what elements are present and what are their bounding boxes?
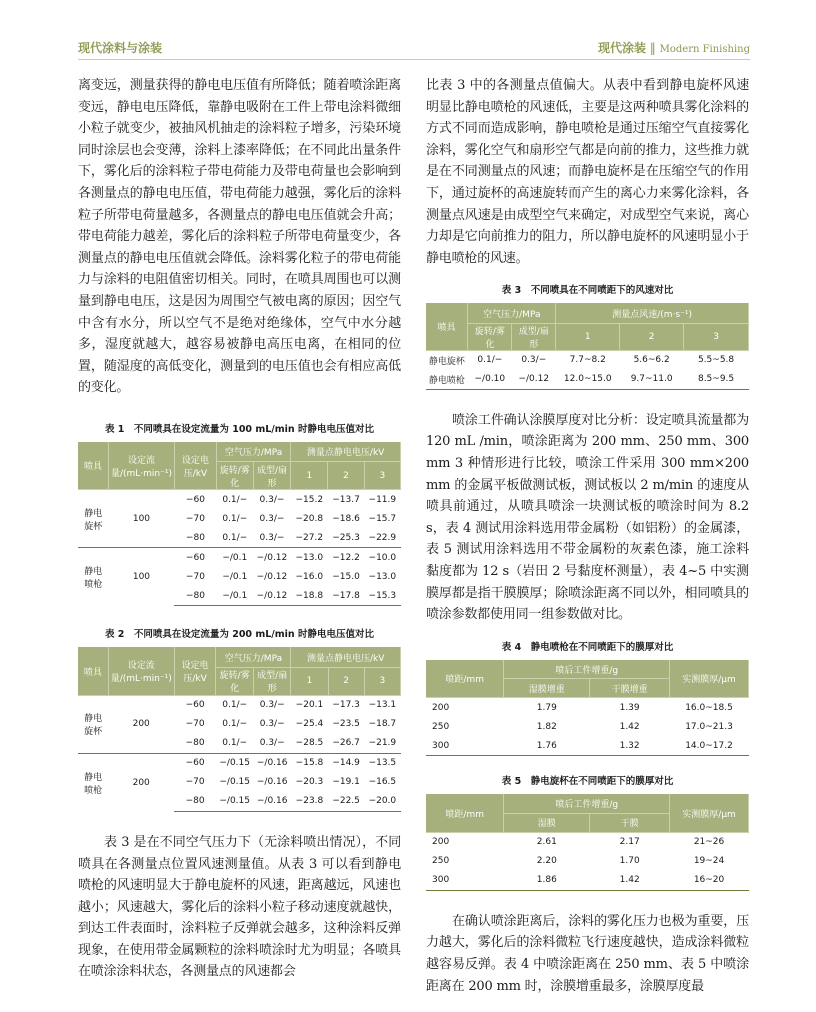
table-cell: 1.42: [619, 721, 640, 732]
table-row: [78, 753, 401, 773]
table-cell: 1.42: [590, 871, 670, 891]
table-cell: −70: [185, 719, 205, 730]
table-cell: 2.20: [536, 856, 557, 867]
th-p3: 3: [364, 667, 400, 695]
table-cell: −21.9: [368, 738, 397, 749]
table-row: [426, 871, 749, 891]
table-cell: −17.3: [328, 695, 364, 715]
th-gain: 喷后工件增重/g: [504, 794, 670, 813]
table-cell: 16.0~18.5: [670, 698, 749, 718]
table3: [426, 303, 749, 390]
th-rot: 旋转/雾化: [216, 462, 253, 490]
table-cell: 1.82: [536, 721, 557, 732]
th-wet: 湿膜: [504, 813, 590, 832]
table-cell: 1.76: [504, 736, 590, 756]
table-cell: 19~24: [693, 856, 725, 867]
table-cell: 1.86: [504, 871, 590, 891]
table-cell: 0.1/−: [468, 350, 512, 370]
th-tool: 喷具: [78, 442, 108, 490]
th-gain: 喷后工件增重/g: [504, 660, 670, 679]
group-label: 静电喷枪: [78, 753, 108, 811]
table-cell: −20.8: [295, 513, 324, 524]
table-cell: 0.1/−: [216, 490, 253, 510]
table-cell: −80: [174, 792, 216, 812]
table-cell: 5.5~5.8: [684, 350, 749, 370]
th-speed: 测量点风速/(m·s⁻¹): [556, 303, 749, 323]
table-cell: −/0.16: [256, 777, 288, 788]
table-cell: −/0.1: [222, 571, 248, 582]
table-cell: −17.8: [328, 586, 364, 606]
table-cell: −11.9: [364, 490, 400, 510]
table2-caption: 表 2 不同喷具在设定流量为 200 mL/min 时静电电压值对比: [104, 629, 374, 641]
th-p1: 1: [556, 323, 620, 350]
group-label: 静电旋杯: [78, 490, 108, 548]
table-cell: −70: [185, 777, 205, 788]
th-p1: 1: [291, 667, 328, 695]
journal-title-right: [598, 39, 750, 56]
th-p3: 3: [364, 462, 400, 490]
table-row: [78, 548, 401, 568]
table-cell: −80: [185, 738, 205, 749]
table-cell: −25.4: [295, 719, 324, 730]
th-flow: 设定流量/(mL·min⁻¹): [108, 647, 174, 695]
table-cell: −/0.15: [216, 753, 254, 773]
table-cell: 2.61: [504, 832, 590, 852]
table-cell: 200: [426, 832, 504, 852]
running-header: [78, 39, 750, 59]
table-cell: 静电喷枪: [426, 370, 468, 390]
group-label: 静电旋杯: [78, 695, 108, 753]
th-thickness: 实测膜厚/μm: [670, 794, 749, 832]
table-cell: −10.0: [364, 548, 400, 568]
th-meas: 测量点静电电压/kV: [291, 647, 401, 667]
th-p2: 2: [328, 462, 364, 490]
table-cell: −/0.12: [512, 370, 556, 390]
table-cell: −15.0: [332, 571, 360, 582]
table-cell: 5.6~6.2: [620, 350, 684, 370]
table-cell: 0.3/−: [259, 738, 285, 749]
th-tool: 喷具: [78, 647, 108, 695]
table-cell: 300: [426, 871, 504, 891]
body-paragraph: 喷涂工件确认涂膜厚度对比分析：设定喷具流量都为 120 mL /min，喷涂距离为 200 mm、250 mm、300 mm 3 种情形进行比较，喷涂工件采用 300 mm×200 mm 的金属平板做测试板，测试板以 2 m/min 的速度从喷具前通过，从喷具喷涂一块测试板的喷涂时间为 8.2 s，表 4 测试用涂料选用带金属粉（如铝粉）的金属漆，表 5 测试用涂料选用不带金属粉的灰素色漆，施工涂料黏度都为 12 s（岩田 2 号黏度杯测量），表 4~5 中实测膜厚都是指干膜膜厚；除喷涂距离不同以外，相同喷具的喷涂参数都使用同一组参数做对比。: [426, 412, 749, 623]
table-cell: −60: [174, 490, 216, 510]
table-cell: 1.79: [504, 698, 590, 718]
table-cell: −18.8: [291, 586, 328, 606]
table-cell: −13.7: [328, 490, 364, 510]
th-air: 空气压力/MPa: [216, 442, 290, 462]
table-cell: 1.32: [590, 736, 670, 756]
th-wet: 湿膜增重: [504, 679, 590, 698]
th-tool: 喷具: [426, 303, 468, 350]
table3-caption: 表 3 不同喷具在不同喷距下的风速对比: [501, 285, 674, 297]
th-air: 空气压力/MPa: [468, 303, 556, 323]
table-cell: −60: [174, 753, 216, 773]
table4-caption: 表 4 静电喷枪在不同喷距下的膜厚对比: [501, 641, 674, 653]
header-separator: ‖: [649, 41, 656, 55]
table-cell: 7.7~8.2: [556, 350, 620, 370]
table-cell: −27.2: [295, 532, 324, 543]
table-cell: −/0.15: [216, 792, 254, 812]
table-cell: −/0.15: [219, 777, 250, 788]
right-column: [426, 75, 749, 997]
table-cell: −12.2: [328, 548, 364, 568]
table4: [426, 660, 749, 757]
group-flow: 200: [108, 695, 174, 753]
table-cell: −23.8: [291, 792, 328, 812]
table-cell: −/0.1: [216, 586, 253, 606]
th-distance: 喷距/mm: [426, 660, 504, 698]
table-cell: −20.3: [295, 777, 324, 788]
table-cell: 0.3/−: [253, 695, 291, 715]
table-row: [426, 736, 749, 756]
th-meas: 测量点静电电压/kV: [291, 442, 401, 462]
body-paragraph: 在确认喷涂距离后，涂料的雾化压力也极为重要，压力越大，雾化后的涂料微粒飞行速度越快，造成涂料微粒越容易反弹。表 4 中喷涂距离在 250 mm、表 5 中喷涂距离在 200 mm 时，涂膜增重最多，涂膜厚度最: [426, 913, 749, 994]
table-cell: −26.7: [332, 738, 360, 749]
th-dry: 干膜: [590, 813, 670, 832]
table-row: [426, 832, 749, 852]
table-cell: −20.0: [364, 792, 400, 812]
table-row: [426, 717, 749, 736]
table-cell: −19.1: [332, 777, 360, 788]
table-cell: −/0.16: [253, 792, 291, 812]
th-rot: 旋转/雾化: [216, 667, 254, 695]
table-cell: −80: [174, 586, 216, 606]
table-row: [426, 852, 749, 871]
table-cell: 14.0~17.2: [670, 736, 749, 756]
table-cell: 9.7~11.0: [620, 370, 684, 390]
group-flow: 100: [108, 490, 174, 548]
table-cell: −15.2: [291, 490, 328, 510]
table-row: [426, 350, 749, 370]
table-cell: 0.3/−: [259, 719, 285, 730]
table-cell: −15.7: [368, 513, 397, 524]
table-cell: −13.1: [364, 695, 400, 715]
table-cell: 200: [426, 698, 504, 718]
table-cell: 0.3/−: [259, 532, 285, 543]
table-cell: −13.0: [291, 548, 328, 568]
table-cell: −13.5: [364, 753, 400, 773]
table-cell: 0.1/−: [222, 532, 248, 543]
table-cell: −60: [174, 695, 216, 715]
th-voltage: 设定电压/kV: [174, 442, 216, 490]
th-air: 空气压力/MPa: [216, 647, 291, 667]
table-cell: 0.1/−: [222, 513, 248, 524]
table-cell: 1.70: [619, 856, 640, 867]
th-rot: 旋转/雾化: [468, 323, 512, 350]
table-cell: 17.0~21.3: [685, 721, 733, 732]
table-cell: −/0.16: [253, 753, 291, 773]
table-cell: −15.3: [364, 586, 400, 606]
table-cell: −15.8: [291, 753, 328, 773]
th-p2: 2: [328, 667, 364, 695]
table-row: [426, 698, 749, 718]
table-cell: −/0.1: [216, 548, 253, 568]
table-cell: −16.5: [368, 777, 397, 788]
group-flow: 200: [108, 753, 174, 811]
th-fan: 成型/扇形: [253, 667, 291, 695]
group-label: 静电喷枪: [78, 548, 108, 606]
table-cell: −16.0: [295, 571, 324, 582]
table-cell: 0.3/−: [259, 513, 285, 524]
th-p2: 2: [620, 323, 684, 350]
left-column: [78, 75, 401, 983]
table-cell: 0.3/−: [253, 490, 291, 510]
header-rule: [78, 59, 750, 60]
journal-title: 现代涂料与涂装: [78, 41, 163, 55]
table-cell: 12.0~15.0: [556, 370, 620, 390]
body-paragraph: 比表 3 中的各测量点值偏大。从表中看到静电旋杯风速明显比静电喷枪的风速低，主要是这两种喷具雾化涂料的方式不同而造成影响，静电喷枪是通过压缩空气直接雾化涂料，雾化空气和扇形空气都是向前的推力，这些推力就是在不同测量点的风速；而静电旋杯是在压缩空气的作用下，通过旋杯的高速旋转而产生的离心力来雾化涂料，各测量点风速是由成型空气来确定，对成型空气来说，离心力却是它向前推力的阻力，所以静电旋杯的风速明显小于静电喷枪的风速。: [426, 78, 749, 266]
table-cell: −22.9: [368, 532, 397, 543]
body-paragraph: 表 3 是在不同空气压力下（无涂料喷出情况），不同喷具在各测量点位置风速测量值。从表 3 可以看到静电喷枪的风速明显大于静电旋杯的风速，距离越远，风速也越小；风速越大，雾化后的涂料小粒子移动速度就越快，到达工件表面时，涂料粒子反弹就会越多，这种涂料反弹现象，在使用带金属颗粒的涂料喷涂时尤为明显；各喷具在喷涂涂料状态，各测量点的风速都会: [78, 834, 401, 980]
table-cell: 0.3/−: [512, 350, 556, 370]
table-cell: −/0.12: [256, 571, 288, 582]
table-cell: 250: [432, 721, 450, 732]
table-cell: 0.1/−: [216, 695, 254, 715]
journal-title-cn: 现代涂装: [597, 41, 646, 55]
table2: [78, 647, 401, 812]
table-cell: 静电旋杯: [426, 350, 468, 370]
table-cell: 0.1/−: [222, 719, 248, 730]
body-paragraph: 离变远，测量获得的静电电压值有所降低；随着喷涂距离变远，静电电压降低，靠静电吸附在工件上带电涂料微细小粒子就变少，被抽风机抽走的涂料粒子增多，污染环境同时涂层也会变薄，涂料上漆率降低；在不同此出量条件下，雾化后的涂料粒子带电荷能力及带电荷量也会影响到各测量点的静电电压值，带电荷能力越强，雾化后的涂料粒子所带电荷量越多，各测量点的静电电压值就会升高；带电荷能力越差，雾化后的涂料粒子所带电荷量变少，各测量点的静电电压值就会降低。涂料雾化粒子的带电荷能力与涂料的电阻值密切相关。同时，在喷具周围也可以测量到静电电压，这是因为周围空气被电离的原因；因空气中含有水分，所以空气不是绝对绝缘体，空气中水分越多，湿度就越大，越容易被静电高压电离，在相同的位置，随湿度的高低变化，测量到的电压值也会有相应高低的变化。: [78, 78, 401, 396]
table-cell: −18.6: [332, 513, 360, 524]
table-cell: 300: [426, 736, 504, 756]
table-cell: −60: [174, 548, 216, 568]
table-cell: −22.5: [328, 792, 364, 812]
table-cell: −/0.12: [253, 548, 291, 568]
journal-title-en: Modern Finishing: [659, 44, 750, 55]
table-cell: −23.5: [332, 719, 360, 730]
table-cell: 250: [432, 856, 450, 867]
th-p1: 1: [291, 462, 328, 490]
th-fan: 成型/扇形: [253, 462, 291, 490]
table-row: [78, 490, 401, 510]
th-p3: 3: [684, 323, 749, 350]
table-row: [78, 695, 401, 715]
table-cell: 0.1/−: [222, 738, 248, 749]
table-cell: −13.0: [368, 571, 397, 582]
th-voltage: 设定电压/kV: [174, 647, 216, 695]
table1: [78, 442, 401, 607]
table-cell: −/0.12: [253, 586, 291, 606]
table-cell: −70: [185, 513, 205, 524]
table-cell: −18.7: [368, 719, 397, 730]
table-cell: −28.5: [295, 738, 324, 749]
table-cell: −25.3: [332, 532, 360, 543]
table5: [426, 794, 749, 891]
table-cell: 2.17: [590, 832, 670, 852]
th-dry: 干膜增重: [590, 679, 670, 698]
th-flow: 设定流量/(mL·min⁻¹): [108, 442, 174, 490]
table-cell: 1.39: [590, 698, 670, 718]
table-cell: −/0.10: [468, 370, 512, 390]
table-cell: −14.9: [328, 753, 364, 773]
table-cell: −70: [185, 571, 205, 582]
table-cell: 21~26: [670, 832, 749, 852]
table-cell: 8.5~9.5: [684, 370, 749, 390]
table-cell: −80: [185, 532, 205, 543]
table-cell: 16~20: [670, 871, 749, 891]
table5-caption: 表 5 静电旋杯在不同喷距下的膜厚对比: [501, 776, 674, 788]
table1-caption: 表 1 不同喷具在设定流量为 100 mL/min 时静电电压值对比: [104, 423, 374, 435]
table-row: [426, 370, 749, 390]
table-cell: −20.1: [291, 695, 328, 715]
group-flow: 100: [108, 548, 174, 606]
th-thickness: 实测膜厚/μm: [670, 660, 749, 698]
th-distance: 喷距/mm: [426, 794, 504, 832]
th-fan: 成型/扇形: [512, 323, 556, 350]
